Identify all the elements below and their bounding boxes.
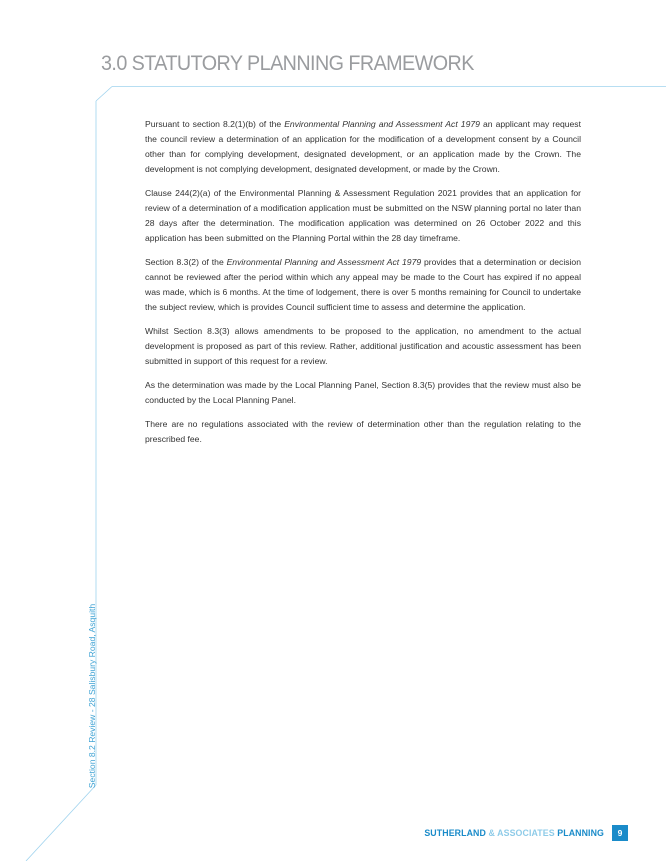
paragraph-section-8-2 [145, 117, 581, 177]
text: an applicant may request the council review a determination of an application for the modification of a development consent by a Council other than for complying development, designated development, or an application made by the Crown. The development is not complying development, designated development, or made by the Crown. [145, 119, 581, 174]
footer-brand-associates: & ASSOCIATES [485, 828, 558, 838]
page-title: 3.0 STATUTORY PLANNING FRAMEWORK [101, 52, 474, 75]
frame-diagonal-line [26, 785, 96, 861]
act-title: Environmental Planning and Assessment Act 1979 [226, 257, 422, 267]
text: Section 8.3(2) of the [145, 257, 227, 267]
footer [424, 825, 628, 841]
page-number: 9 [612, 825, 628, 841]
side-section-label: Section 8.2 Review - 28 Salisbury Road, Asquith [87, 603, 97, 789]
paragraph-regulations: There are no regulations associated with the review of determination other than the regulation relating to the prescribed fee. [145, 419, 581, 444]
act-title: Environmental Planning and Assessment Act 1979 [284, 119, 480, 129]
footer-brand-sutherland: SUTHERLAND [424, 828, 486, 838]
paragraph-section-8-3-3: Whilst Section 8.3(3) allows amendments to be proposed to the application, no amendment to the actual development is proposed as part of this review. Rather, additional justification and acoustic assessment has been submitted in support of this request for a review. [145, 326, 581, 366]
paragraph-section-8-3-2 [145, 255, 581, 315]
text: provides that a determination or decision cannot be reviewed after the period within which any appeal may be made to the Court has expired if no appeal was made, which is 6 months. At the time of lodgement, there is over 5 months remaining for Council to undertake the subject review, which is provides Council sufficient time to assess and determine the application. [145, 257, 581, 312]
footer-brand-planning: PLANNING [557, 828, 604, 838]
body-content [145, 117, 581, 456]
frame-corner-line [96, 87, 112, 102]
text: Pursuant to section 8.2(1)(b) of the [145, 119, 285, 129]
paragraph-clause-244: Clause 244(2)(a) of the Environmental Planning & Assessment Regulation 2021 provides that an application for review of a determination of a modification application must be submitted on the NSW planning portal no later than 28 days after the determination. The modification application was determined on 26 October 2022 and this application has been submitted on the Planning Portal within the 28 day timeframe. [145, 188, 581, 243]
paragraph-section-8-3-5: As the determination was made by the Local Planning Panel, Section 8.3(5) provides that the review must also be conducted by the Local Planning Panel. [145, 380, 581, 405]
